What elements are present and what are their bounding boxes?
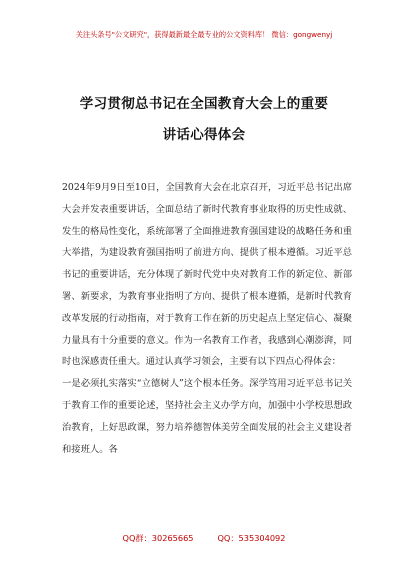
body-paragraph-1: 2024年9月9日至10日，全国教育大会在北京召开，习近平总书记出席大会并发表重要讲话，全面总结了新时代教育事业取得的历史性成就、发生的格局性变化，系统部署了全面推进教育强国建设的战略任务和重大举措，为建设教育强国指明了前进方向、提供了根本遵循。习近平总书记的重要讲话，充分体现了新时代党中央对教育工作的新定位、新部署、新要求，为教育事业指明了方向、提供了根本遵循，是新时代教育改革发展的行动指南，对于教育工作在新的历史起点上坚定信心、凝聚力量具有十分重要的意义。作为一名教育工作者，我感到心潮澎湃，同时也深感责任重大。通过认真学习领会，主要有以下四点心得体会： (62, 182, 352, 368)
document-title-line-2: 讲话心得体会 (162, 127, 246, 143)
header-promo-note: 关注头条号"公文研究"，获得最新最全最专业的公文资料库！ 微信：gongwenyj (75, 30, 333, 39)
footer-qq: QQ：535304092 (217, 533, 286, 543)
body-paragraph-2: 一是必须扎实落实“立德树人”这个根本任务。深学笃用习近平总书记关于教育工作的重要论述，坚持社会主义办学方向，加强中小学校思想政治教育，上好思政课，努力培养德智体美劳全面发展的社会主义建设者和接班人。各 (62, 378, 352, 455)
footer-contact (0, 533, 408, 544)
footer-qq-group: QQ群：30265665 (122, 533, 194, 543)
document-body (62, 177, 352, 460)
document-title-line-1: 学习贯彻总书记在全国教育大会上的重要 (79, 96, 329, 112)
